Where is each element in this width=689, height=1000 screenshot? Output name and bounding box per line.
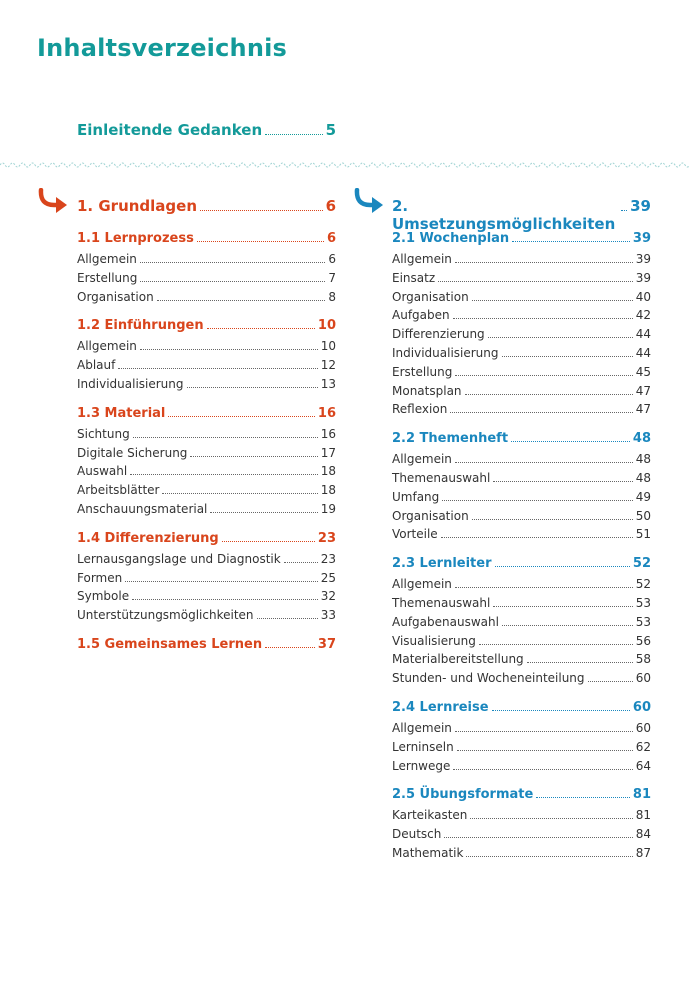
dot-leader	[511, 441, 630, 442]
section-heading-page-number: 48	[632, 431, 651, 447]
toc-entry-label: Lerninseln	[392, 739, 454, 754]
dot-leader	[140, 262, 325, 263]
section-heading-label: 2.3 Lernleiter	[392, 556, 492, 572]
section-heading-label: 1.5 Gemeinsames Lernen	[77, 636, 263, 652]
chapter-page-number: 6	[325, 197, 336, 215]
section-heading-page-number: 60	[632, 699, 651, 715]
toc-entry[interactable]	[77, 377, 336, 396]
toc-entry-page-number: 48	[635, 452, 651, 467]
section-heading[interactable]	[392, 231, 651, 252]
dot-leader	[441, 537, 633, 538]
toc-entry-page-number: 25	[320, 570, 336, 585]
toc-entry[interactable]	[392, 290, 651, 309]
toc-entry-label: Differenzierung	[392, 327, 485, 342]
toc-entry[interactable]	[392, 846, 651, 865]
dot-leader	[200, 210, 323, 211]
section-heading-page-number: 16	[317, 405, 336, 421]
dot-leader	[444, 837, 632, 838]
toc-section	[392, 787, 651, 864]
chapter-label: 1. Grundlagen	[77, 197, 198, 215]
section-heading[interactable]	[392, 556, 651, 577]
section-heading-page-number: 10	[317, 318, 336, 334]
toc-entry[interactable]	[77, 571, 336, 590]
toc-entry-label: Erstellung	[392, 364, 453, 379]
dot-leader	[140, 349, 318, 350]
wavy-divider	[0, 160, 689, 170]
toc-entry-label: Organisation	[77, 289, 154, 304]
dot-leader	[492, 710, 630, 711]
toc-entry[interactable]	[392, 402, 651, 421]
toc-entry-page-number: 42	[635, 308, 651, 323]
section-heading-label: 2.1 Wochenplan	[392, 231, 510, 246]
dot-leader	[472, 519, 633, 520]
intro-page-number: 5	[325, 121, 336, 139]
toc-entry-label: Auswahl	[77, 464, 128, 479]
toc-entry-page-number: 81	[635, 808, 651, 823]
section-heading[interactable]	[77, 406, 336, 427]
toc-column-chapter-1	[77, 197, 336, 658]
toc-entry-label: Individualisierung	[77, 376, 184, 391]
dot-leader	[472, 300, 633, 301]
toc-section	[392, 700, 651, 777]
toc-entry-label: Reflexion	[392, 402, 448, 417]
toc-entry-page-number: 84	[635, 827, 651, 842]
toc-entry-page-number: 12	[320, 358, 336, 373]
dot-leader	[257, 618, 318, 619]
toc-entry[interactable]	[392, 346, 651, 365]
toc-entry-page-number: 56	[635, 633, 651, 648]
dot-leader	[455, 587, 633, 588]
dot-leader	[621, 210, 627, 211]
toc-entry[interactable]	[392, 365, 651, 384]
dot-leader	[527, 662, 633, 663]
toc-entry[interactable]	[392, 759, 651, 778]
toc-entry-label: Organisation	[392, 289, 469, 304]
intro-label: Einleitende Gedanken	[77, 121, 263, 139]
chapter-label: 2. Umsetzungsmöglichkeiten	[392, 197, 616, 233]
toc-entry-page-number: 39	[635, 252, 651, 266]
toc-section	[392, 431, 651, 546]
toc-entry[interactable]	[392, 634, 651, 653]
toc-entry[interactable]	[77, 483, 336, 502]
toc-entry-page-number: 49	[635, 489, 651, 504]
dot-leader	[512, 241, 630, 242]
section-heading-label: 1.1 Lernprozess	[77, 231, 194, 246]
dot-leader	[493, 606, 632, 607]
toc-entry-page-number: 52	[635, 577, 651, 592]
toc-entry-page-number: 45	[635, 364, 651, 379]
toc-entry-label: Symbole	[77, 589, 130, 604]
dot-leader	[455, 462, 633, 463]
toc-entry-label: Materialbereitstellung	[392, 652, 524, 667]
toc-entry-label: Digitale Sicherung	[77, 445, 188, 460]
toc-entry[interactable]	[392, 509, 651, 528]
toc-entry-page-number: 16	[320, 426, 336, 441]
toc-entry-page-number: 40	[635, 289, 651, 304]
toc-entry-page-number: 64	[635, 758, 651, 773]
toc-entry-label: Lernwege	[392, 758, 451, 773]
toc-entry-page-number: 53	[635, 595, 651, 610]
dot-leader	[265, 134, 322, 135]
toc-entry-page-number: 13	[320, 376, 336, 391]
toc-entry[interactable]	[77, 290, 336, 309]
section-heading-page-number: 81	[632, 787, 651, 803]
red-turn-arrow-icon	[36, 188, 70, 218]
dot-leader	[457, 750, 633, 751]
toc-entry-label: Aufgaben	[392, 308, 450, 323]
toc-column-chapter-2	[392, 197, 651, 865]
toc-entry-page-number: 53	[635, 614, 651, 629]
toc-entry-page-number: 32	[320, 589, 336, 604]
toc-entry-label: Ablauf	[77, 358, 116, 373]
dot-leader	[453, 769, 632, 770]
toc-entry-page-number: 58	[635, 652, 651, 667]
toc-entry[interactable]	[392, 808, 651, 827]
toc-section	[392, 556, 651, 690]
dot-leader	[207, 328, 315, 329]
blue-turn-arrow-icon	[352, 188, 386, 218]
toc-section	[77, 531, 336, 627]
toc-entry[interactable]	[392, 740, 651, 759]
dot-leader	[133, 437, 318, 438]
toc-section	[392, 231, 651, 421]
dot-leader	[455, 375, 632, 376]
section-heading[interactable]	[392, 700, 651, 721]
dot-leader	[479, 644, 633, 645]
toc-entry-label: Individualisierung	[392, 345, 499, 360]
toc-entry-label: Aufgabenauswahl	[392, 614, 499, 629]
dot-leader	[140, 281, 325, 282]
toc-entry-label: Stunden- und Wocheneinteilung	[392, 671, 585, 686]
toc-entry-label: Formen	[77, 570, 123, 585]
dot-leader	[197, 241, 324, 242]
dot-leader	[284, 562, 318, 563]
dot-leader	[455, 731, 633, 732]
dot-leader	[493, 481, 632, 482]
dot-leader	[210, 512, 317, 513]
dot-leader	[442, 500, 632, 501]
toc-entry[interactable]	[392, 827, 651, 846]
toc-entry-label: Erstellung	[77, 270, 138, 285]
toc-entry-page-number: 19	[320, 501, 336, 516]
toc-entry[interactable]	[392, 596, 651, 615]
section-heading-label: 1.4 Differenzierung	[77, 530, 219, 546]
toc-entry-page-number: 18	[320, 483, 336, 498]
toc-entry[interactable]	[392, 527, 651, 546]
toc-entry[interactable]	[77, 446, 336, 465]
toc-entry-page-number: 44	[635, 345, 651, 360]
toc-entry[interactable]	[392, 271, 651, 290]
dot-leader	[132, 599, 318, 600]
toc-entry[interactable]	[77, 271, 336, 290]
section-heading-page-number: 39	[632, 231, 651, 246]
dot-leader	[125, 581, 318, 582]
dot-leader	[495, 566, 630, 567]
toc-entry-label: Unterstützungsmöglichkeiten	[77, 608, 254, 623]
section-heading[interactable]	[392, 787, 651, 808]
section-heading[interactable]	[77, 318, 336, 339]
section-heading-label: 2.2 Themenheft	[392, 431, 509, 447]
dot-leader	[438, 281, 633, 282]
toc-entry[interactable]	[392, 652, 651, 671]
toc-entry[interactable]	[77, 358, 336, 377]
toc-entry-label: Karteikasten	[392, 808, 468, 823]
toc-entry-page-number: 60	[635, 671, 651, 686]
dot-leader	[190, 456, 317, 457]
section-list	[77, 231, 336, 658]
toc-entry[interactable]	[392, 327, 651, 346]
chapter-heading[interactable]	[77, 197, 336, 221]
toc-entry-page-number: 6	[328, 252, 336, 266]
toc-entry-label: Umfang	[392, 489, 440, 504]
dot-leader	[466, 856, 632, 857]
section-heading[interactable]	[77, 531, 336, 552]
toc-entry[interactable]	[392, 615, 651, 634]
toc-section	[77, 318, 336, 395]
toc-section	[77, 231, 336, 308]
toc-entry[interactable]	[392, 308, 651, 327]
dot-leader	[157, 300, 326, 301]
dot-leader	[168, 416, 315, 417]
dot-leader	[465, 394, 633, 395]
toc-entry-label: Monatsplan	[392, 383, 462, 398]
toc-entry-page-number: 10	[320, 339, 336, 354]
toc-entry-page-number: 50	[635, 508, 651, 523]
toc-section	[77, 406, 336, 521]
toc-entry[interactable]	[392, 452, 651, 471]
toc-entry-label: Allgemein	[392, 452, 452, 467]
toc-entry-label: Visualisierung	[392, 633, 476, 648]
toc-entry[interactable]	[392, 490, 651, 509]
dot-leader	[222, 541, 315, 542]
toc-entry-page-number: 8	[328, 289, 336, 304]
dot-leader	[450, 412, 632, 413]
section-list	[392, 231, 651, 865]
toc-entry[interactable]	[77, 339, 336, 358]
toc-entry-label: Einsatz	[392, 270, 436, 285]
section-heading-label: 2.4 Lernreise	[392, 699, 489, 715]
section-heading-label: 2.5 Übungsformate	[392, 787, 534, 803]
toc-entry-page-number: 51	[635, 527, 651, 542]
dot-leader	[453, 318, 633, 319]
toc-entry-page-number: 39	[635, 270, 651, 285]
toc-entry-label: Mathematik	[392, 845, 464, 860]
dot-leader	[455, 262, 633, 263]
toc-entry-page-number: 48	[635, 470, 651, 485]
section-heading-page-number: 6	[326, 231, 336, 246]
dot-leader	[130, 474, 318, 475]
section-heading[interactable]	[392, 431, 651, 452]
toc-entry[interactable]	[77, 608, 336, 627]
toc-entry-label: Themenauswahl	[392, 595, 491, 610]
section-heading-page-number: 52	[632, 556, 651, 572]
dot-leader	[162, 493, 317, 494]
dot-leader	[588, 681, 633, 682]
toc-entry-label: Allgemein	[392, 252, 452, 266]
toc-entry-label: Allgemein	[77, 252, 137, 266]
dot-leader	[502, 356, 633, 357]
toc-entry-label: Arbeitsblätter	[77, 483, 160, 498]
chapter-heading[interactable]	[392, 197, 651, 233]
toc-entry-label: Organisation	[392, 508, 469, 523]
toc-entry[interactable]	[392, 252, 651, 271]
toc-entry[interactable]	[77, 427, 336, 446]
section-heading-label: 1.2 Einführungen	[77, 318, 204, 334]
toc-entry[interactable]	[392, 577, 651, 596]
toc-entry-page-number: 17	[320, 445, 336, 460]
toc-entry-page-number: 33	[320, 608, 336, 623]
page-title: Inhaltsverzeichnis	[37, 34, 288, 62]
toc-entry-page-number: 62	[635, 739, 651, 754]
dot-leader	[265, 647, 315, 648]
dot-leader	[470, 818, 632, 819]
section-heading-label: 1.3 Material	[77, 405, 166, 421]
toc-entry-page-number: 18	[320, 464, 336, 479]
toc-entry-label: Deutsch	[392, 827, 442, 842]
toc-entry-label: Themenauswahl	[392, 470, 491, 485]
toc-entry-page-number: 7	[328, 270, 336, 285]
toc-entry-label: Lernausgangslage und Diagnostik	[77, 551, 281, 566]
section-heading-page-number: 23	[317, 530, 336, 546]
toc-intro-entry[interactable]	[77, 121, 336, 139]
dot-leader	[187, 387, 318, 388]
toc-entry-label: Vorteile	[392, 527, 438, 542]
toc-entry-label: Allgemein	[392, 577, 452, 592]
section-heading[interactable]	[77, 231, 336, 252]
toc-entry-page-number: 60	[635, 720, 651, 735]
toc-entry[interactable]	[77, 589, 336, 608]
dot-leader	[488, 337, 633, 338]
toc-entry-page-number: 23	[320, 551, 336, 566]
dot-leader	[502, 625, 633, 626]
toc-entry[interactable]	[392, 671, 651, 690]
toc-entry[interactable]	[77, 552, 336, 571]
toc-entry-label: Allgemein	[392, 720, 452, 735]
toc-entry[interactable]	[77, 252, 336, 271]
toc-section	[77, 637, 336, 658]
toc-entry-page-number: 47	[635, 402, 651, 417]
toc-entry[interactable]	[77, 464, 336, 483]
dot-leader	[118, 368, 317, 369]
toc-entry-page-number: 44	[635, 327, 651, 342]
toc-entry-label: Allgemein	[77, 339, 137, 354]
dot-leader	[536, 797, 630, 798]
toc-entry-label: Anschauungsmaterial	[77, 501, 208, 516]
chapter-page-number: 39	[630, 197, 651, 215]
toc-entry-label: Sichtung	[77, 426, 130, 441]
toc-entry[interactable]	[392, 721, 651, 740]
toc-entry-page-number: 87	[635, 845, 651, 860]
toc-entry[interactable]	[77, 502, 336, 521]
section-heading-page-number: 37	[317, 636, 336, 652]
section-heading[interactable]	[77, 637, 336, 658]
toc-entry[interactable]	[392, 384, 651, 403]
toc-entry[interactable]	[392, 471, 651, 490]
toc-entry-page-number: 47	[635, 383, 651, 398]
